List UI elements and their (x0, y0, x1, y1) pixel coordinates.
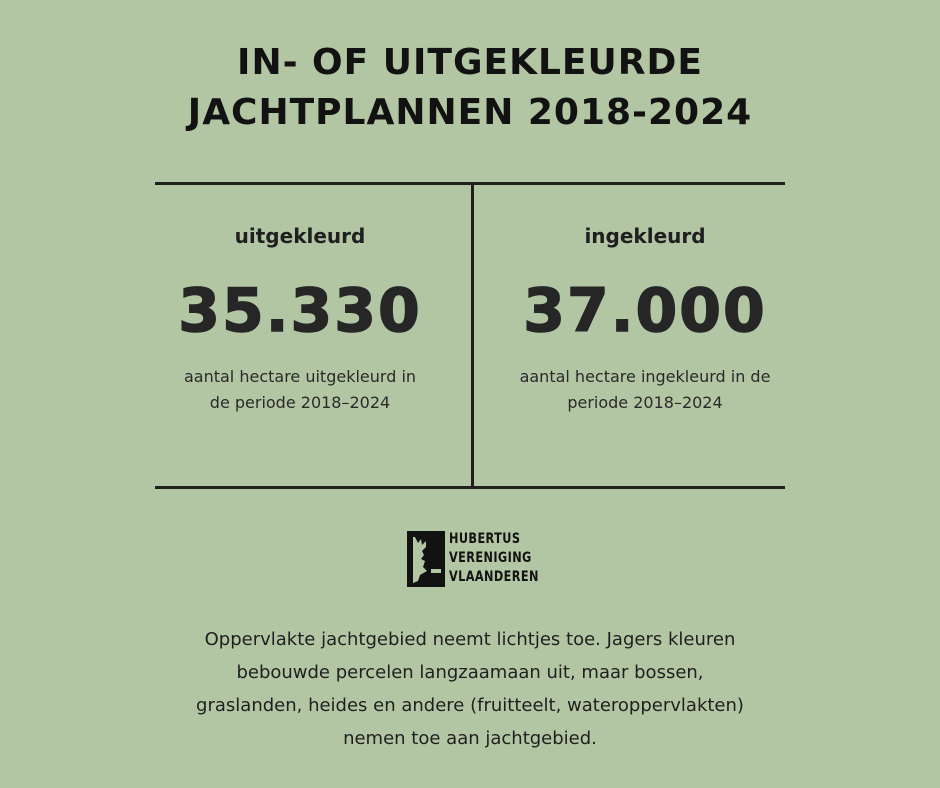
logo-line-1: HUBERTUS (449, 531, 521, 547)
stat-description-line-2: periode 2018–2024 (567, 393, 723, 412)
stat-label: ingekleurd (584, 224, 706, 248)
page-title (0, 38, 940, 138)
logo-line-3: VLAANDEREN (449, 569, 539, 585)
center-divider (471, 184, 474, 488)
stat-description (500, 364, 790, 416)
summary-paragraph (140, 623, 800, 755)
stat-description (160, 364, 440, 416)
stat-value: 35.330 (178, 276, 422, 346)
hubertus-logo (407, 531, 547, 587)
logo-wordmark (449, 530, 539, 587)
title-line-1: IN- OF UITGEKLEURDE (237, 42, 703, 83)
stat-value: 37.000 (523, 276, 767, 346)
deer-antler-logo-icon (407, 531, 445, 587)
title-line-2: JACHTPLANNEN 2018-2024 (187, 92, 753, 133)
summary-line-2: bebouwde percelen langzaamaan uit, maar bossen, (236, 662, 704, 683)
summary-line-4: nemen toe aan jachtgebied. (343, 728, 597, 749)
bottom-divider (155, 486, 785, 489)
stat-ingekleurd (500, 222, 790, 416)
stat-description-line-1: aantal hectare uitgekleurd in (183, 367, 417, 386)
top-divider (155, 182, 785, 185)
summary-line-1: Oppervlakte jachtgebied neemt lichtjes toe. Jagers kleuren (204, 629, 736, 650)
stat-uitgekleurd (160, 222, 440, 416)
summary-line-3: graslanden, heides en andere (fruitteelt, wateroppervlakten) (196, 695, 744, 716)
stat-label: uitgekleurd (234, 224, 366, 248)
stat-description-line-1: aantal hectare ingekleurd in de (519, 367, 771, 386)
logo-line-2: VERENIGING (449, 550, 532, 566)
stat-description-line-2: de periode 2018–2024 (209, 393, 391, 412)
